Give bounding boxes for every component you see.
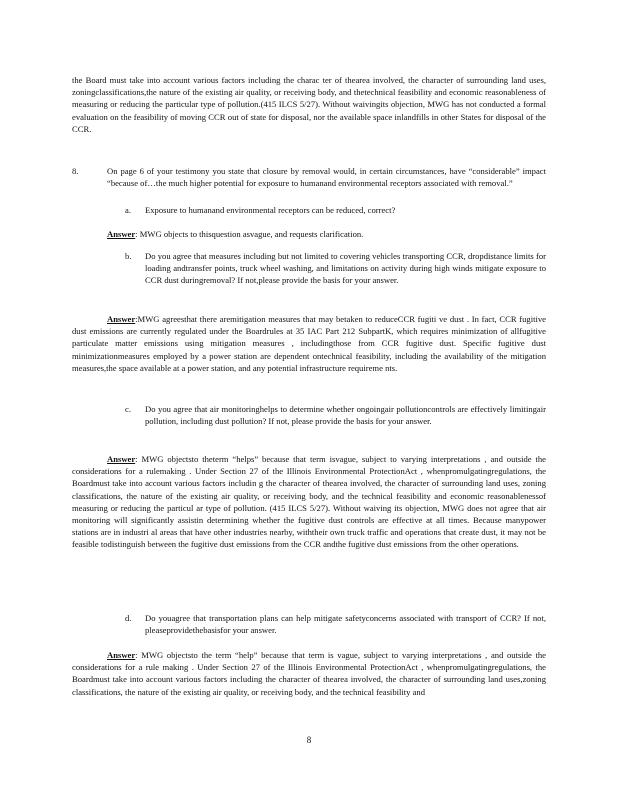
question-8a <box>125 204 546 216</box>
answer-8d <box>72 649 546 698</box>
question-8d-label: d. <box>125 613 132 623</box>
question-8b-label: b. <box>125 251 132 261</box>
page-number: 8 <box>306 735 312 745</box>
question-8b <box>125 250 546 287</box>
answer-8b <box>72 313 546 374</box>
answer-8b-label: Answer <box>107 314 136 324</box>
question-8-text: On page 6 of your testimony you state that closure by removal would, in certain circumstances, have “considerable” impact “because of…the much higher potential for exposure to humanand environmental receptors associated with removal.” <box>107 166 546 189</box>
question-8d-text: Do youagree that transportation plans can help mitigate safetyconcerns associated with transport of CCR? If not, pleaseprovidethebasisfor your answer. <box>145 613 546 636</box>
question-8a-label: a. <box>125 205 131 215</box>
question-8c-text: Do you agree that air monitoringhelps to determine whether ongoingair pollutioncontrols are effectively limitingair pollution, including dust pollution? If not, please provide the basis for your answer. <box>145 404 546 427</box>
answer-8c <box>72 453 546 551</box>
question-8-number: 8. <box>72 166 79 176</box>
answer-8a <box>107 228 546 240</box>
answer-8d-label: Answer <box>107 650 136 660</box>
question-8a-text: Exposure to humanand environmental receptors can be reduced, correct? <box>145 205 396 215</box>
answer-8a-label: Answer <box>107 229 136 239</box>
question-8 <box>72 165 546 189</box>
question-8c-label: c. <box>125 404 131 414</box>
answer-8d-text: : MWG objectsto the term “help” because that term is vague, subject to varying interpretations , and outside the considerations for a rule making . Under Section 27 of the Illinois Environmental ProtectionAct , whenpromulgatingregulations, the Boardmust take into account various factors including the character of thearea involved, the character of surrounding land uses,zoning classifications, the nature of the existing air quality, or receiving body, and the technical feasibility and <box>72 650 546 697</box>
question-8d <box>125 612 546 636</box>
intro-paragraph: the Board must take into account various factors including the charac ter of thearea involved, the character of surrounding land uses, zoningclassifications,the nature of the existing air quality, or receiving body, and thetechnical feasibility and economic reasonableness of measuring or reducing the particular type of pollution.(415 ILCS 5/27). Without waivingits objection, MWG has not conducted a formal evaluation on the feasibility of moving CCR out of state for disposal, nor the available space inlandfills in other States for disposal of the CCR. <box>72 75 546 134</box>
answer-8c-label: Answer <box>107 454 136 464</box>
question-8c <box>125 403 546 427</box>
answer-8c-text: : MWG objectsto theterm “helps” because that term isvague, subject to varying interpretations , and outside the considerations for a rulemaking . Under Section 27 of the Illinois Environmental ProtectionAct , whenpromulgatingregulations, the Boardmust take into account various factors includin g the character of thearea involved, the character of surrounding land uses, zoning classifications, the nature of the existing air quality, or receiving body, and the technical feasibility and economic reasonablenessof measuring or reducing the particul ar type of pollution. (415 ILCS 5/27). Without waiving its objection, MWG does not agree that air monitoring will significantly assistin determining whether the fugitive dust controls are effective at all times. Because manypower stations are in industri al areas that have other industries nearby, withtheir own truck traffic and operations that create dust, it may not be feasible todistinguish between the fugitive dust emissions from the CCR andthe fugitive dust emissions from the other operations. <box>72 454 546 550</box>
answer-8b-text: :MWG agreesthat there aremitigation measures that may betaken to reduceCCR fugiti ve dust . In fact, CCR fugitive dust emissions are currently regulated under the Boardrules at 35 IAC Part 212 SubpartK, which requires minimization of allfugitive particulate matter emissions using mitigation measures , includingthose from CCR fugitive dust. Specific fugitive dust minimizationmeasures employed by a power station are dependent ontechnical feasibility, including the availability of the mitigation measures,the space available at a power station, and any potential infrastructure requireme nts. <box>72 314 546 373</box>
answer-8a-text: : MWG objects to thisquestion asvague, and requests clarification. <box>135 229 364 239</box>
question-8b-text: Do you agree that measures including but not limited to covering vehicles transporting CCR, dropdistance limits for loading andtransfer points, truck wheel washing, and limitations on activity during high winds mitigate exposure to CCR dust duringremoval? If not,please provide the basis for your answer. <box>145 251 546 286</box>
